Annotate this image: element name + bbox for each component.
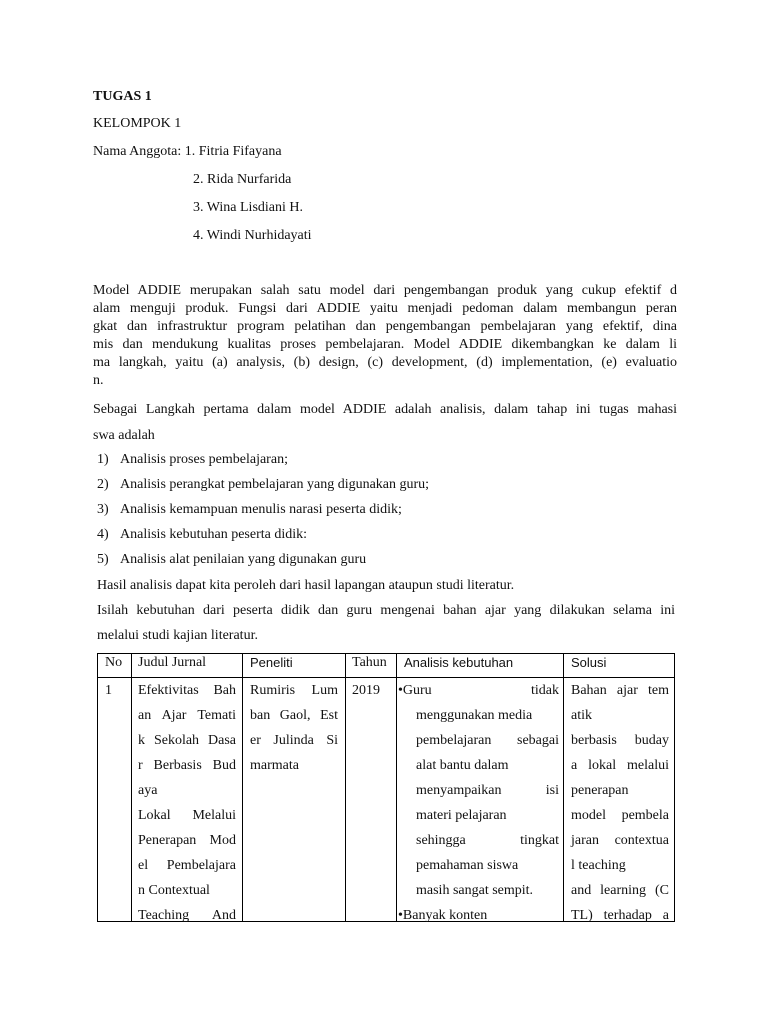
result-text: Hasil analisis dapat kita peroleh dari hasil lapangan ataupun studi literatur. xyxy=(97,578,515,593)
group-name: KELOMPOK 1 xyxy=(93,116,182,131)
list-number: 2) xyxy=(97,477,109,492)
cell-text: model pembela xyxy=(571,808,669,823)
list-number: 3) xyxy=(97,502,109,517)
paragraph-line: gkat dan infrastruktur program pelatihan dan pengembangan pembelajaran yang efektif, dina xyxy=(93,319,677,334)
cell-text: ban Gaol, Est xyxy=(250,708,338,723)
cell-judul-jurnal xyxy=(138,678,236,928)
cell-text: atik xyxy=(571,708,592,723)
cell-text: materi pelajaran xyxy=(416,808,507,823)
header-analisis-kebutuhan: Analisis kebutuhan xyxy=(404,655,514,670)
cell-text: penerapan xyxy=(571,783,629,798)
table-intro xyxy=(97,602,675,645)
list-item xyxy=(97,551,366,569)
member-2: 2. Rida Nurfarida xyxy=(193,172,292,187)
cell-text: alat bantu dalam xyxy=(416,758,509,773)
paragraph-line: ma langkah, yaitu (a) analysis, (b) design, (c) development, (d) implementation, (e) evaluatio xyxy=(93,355,677,370)
header-tahun: Tahun xyxy=(352,655,387,670)
cell-text: 2019 xyxy=(352,683,380,698)
header-peneliti: Peneliti xyxy=(250,655,293,670)
cell-text: pemahaman siswa xyxy=(416,858,519,873)
list-text: Analisis alat penilaian yang digunakan guru xyxy=(120,552,367,567)
column-divider xyxy=(242,654,243,921)
list-text: Analisis proses pembelajaran; xyxy=(120,452,288,467)
cell-text: and learning (C xyxy=(571,883,669,898)
column-divider xyxy=(131,654,132,921)
list-text: Analisis perangkat pembelajaran yang digunakan guru; xyxy=(120,477,430,492)
members-label: Nama Anggota: 1. Fitria Fifayana xyxy=(93,144,282,159)
list-item xyxy=(97,476,429,494)
analysis-paragraph xyxy=(93,401,677,445)
cell-text: a lokal melalui xyxy=(571,758,669,773)
header-solusi: Solusi xyxy=(571,655,607,670)
paragraph-line: melalui studi kajian literatur. xyxy=(97,628,258,643)
paragraph-line: mis dan mendukung kualitas proses pembelajaran. Model ADDIE dikembangkan ke dalam li xyxy=(93,337,677,352)
cell-text: menggunakan media xyxy=(416,708,533,723)
paragraph-line: Sebagai Langkah pertama dalam model ADDIE adalah analisis, dalam tahap ini tugas mahasi xyxy=(93,402,677,417)
member-4: 4. Windi Nurhidayati xyxy=(193,228,312,243)
paragraph-line: Isilah kebutuhan dari peserta didik dan guru mengenai bahan ajar yang dilakukan selama ini xyxy=(97,603,675,618)
cell-text: •Guru tidak xyxy=(398,683,559,698)
paragraph-line: swa adalah xyxy=(93,428,155,443)
list-item xyxy=(97,451,288,469)
cell-tahun xyxy=(352,678,380,703)
cell-text: el Pembelajara xyxy=(138,858,236,873)
header-no: No xyxy=(105,655,123,670)
document-title: TUGAS 1 xyxy=(93,89,152,104)
cell-text: masih sangat sempit. xyxy=(416,883,534,898)
cell-text: menyampaikan isi xyxy=(416,783,559,798)
column-divider xyxy=(396,654,397,921)
cell-text: l teaching xyxy=(571,858,626,873)
cell-text: Rumiris Lum xyxy=(250,683,338,698)
column-divider xyxy=(563,654,564,921)
list-number: 5) xyxy=(97,552,109,567)
list-text: Analisis kemampuan menulis narasi peserta didik; xyxy=(120,502,402,517)
cell-text: sehingga tingkat xyxy=(416,833,559,848)
cell-text: marmata xyxy=(250,758,299,773)
paragraph-line: n. xyxy=(93,373,104,388)
cell-text: TL) terhadap a xyxy=(571,908,669,923)
cell-text: n Contextual xyxy=(138,883,210,898)
cell-peneliti xyxy=(250,678,338,778)
list-text: Analisis kebutuhan peserta didik: xyxy=(120,527,308,542)
cell-text: Lokal Melalui xyxy=(138,808,236,823)
cell-text: Bahan ajar tem xyxy=(571,683,669,698)
column-divider xyxy=(345,654,346,921)
cell-text: •Banyak konten xyxy=(398,908,488,923)
paragraph-line: alam menguji produk. Fungsi dari ADDIE yaitu menjadi pedoman dalam membangun peran xyxy=(93,301,677,316)
needs-analysis-table xyxy=(97,653,675,922)
paragraph-line: Model ADDIE merupakan salah satu model dari pengembangan produk yang cukup efektif d xyxy=(93,283,677,298)
cell-text: Penerapan Mod xyxy=(138,833,236,848)
cell-text: er Julinda Si xyxy=(250,733,338,748)
cell-solusi xyxy=(571,678,669,928)
intro-paragraph xyxy=(93,282,677,390)
cell-text: k Sekolah Dasa xyxy=(138,733,236,748)
cell-text: 1 xyxy=(105,683,112,698)
list-number: 1) xyxy=(97,452,109,467)
cell-no xyxy=(105,678,112,703)
cell-analisis-kebutuhan xyxy=(398,678,559,928)
list-item xyxy=(97,526,307,544)
list-number: 4) xyxy=(97,527,109,542)
header-judul-jurnal: Judul Jurnal xyxy=(138,655,207,670)
list-item xyxy=(97,501,402,519)
cell-text: jaran contextua xyxy=(571,833,669,848)
cell-text: r Berbasis Bud xyxy=(138,758,236,773)
cell-text: Teaching And xyxy=(138,908,236,923)
cell-text: an Ajar Temati xyxy=(138,708,236,723)
cell-text: aya xyxy=(138,783,158,798)
member-3: 3. Wina Lisdiani H. xyxy=(193,200,303,215)
cell-text: pembelajaran sebagai xyxy=(416,733,559,748)
cell-text: berbasis buday xyxy=(571,733,669,748)
cell-text: Efektivitas Bah xyxy=(138,683,236,698)
